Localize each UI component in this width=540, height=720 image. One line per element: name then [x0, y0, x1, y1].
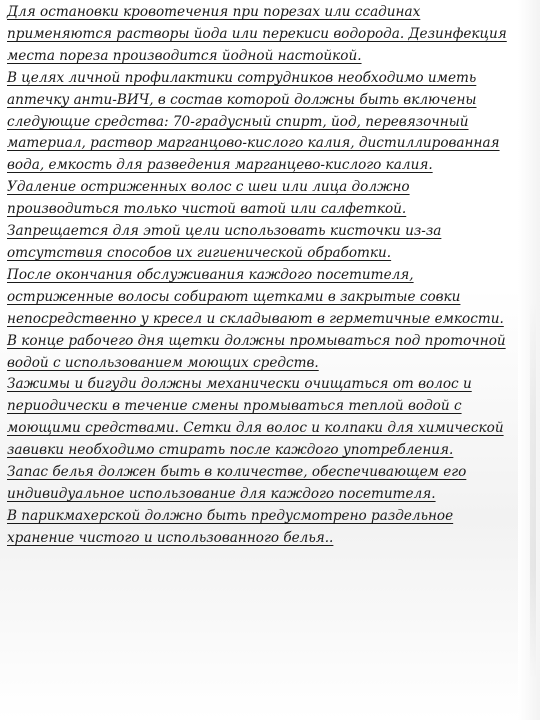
paragraph-clips-curlers: Зажимы и бигуди должны механически очищаться от волос и периодически в течение смены промываться теплой водой с моющими средствами. Сетки для волос и колпаки для химической завивки необходимо стирать после каждого употребления. — [7, 376, 504, 459]
scrollbar[interactable] — [518, 0, 540, 720]
paragraph-hair-removal: Удаление остриженных волос с шеи или лица должно производиться только чистой ватой или салфеткой. — [7, 179, 410, 218]
paragraph-linen-storage: В парикмахерской должно быть предусмотрено раздельное хранение чистого и использованного белья.. — [7, 507, 454, 546]
paragraph-brush-washing: В конце рабочего дня щетки должны промываться под проточной водой с использованием моющих средств. — [7, 332, 506, 371]
scrollbar-thumb[interactable] — [530, 300, 536, 680]
paragraph-bleeding: Для остановки кровотечения при порезах или ссадинах применяются растворы йода или перекиси водорода. Дезинфекция места пореза производится йодной настойкой. — [7, 4, 507, 64]
paragraph-linen-supply: Запас белья должен быть в количестве, обеспечивающем его индивидуальное использование для каждого посетителя. — [7, 464, 467, 502]
paragraph-brush-ban: Запрещается для этой цели использовать кисточки из-за отсутствия способов их гигиенической обработки. — [7, 223, 442, 261]
body-text — [7, 2, 510, 550]
paragraph-first-aid-kit: В целях личной профилактики сотрудников необходимо иметь аптечку анти-ВИЧ, в состав которой должны быть включены следующие средства: 70-градусный спирт, йод, перевязочный материал, раствор марганцово-кислого калия, дистиллированная вода, емкость для разведения марганцево-кислого калия. — [7, 69, 500, 174]
paragraph-hair-collection: После окончания обслуживания каждого посетителя, остриженные волосы собирают щетками в закрытые совки непосредственно у кресел и складывают в герметичные емкости. — [7, 266, 504, 327]
